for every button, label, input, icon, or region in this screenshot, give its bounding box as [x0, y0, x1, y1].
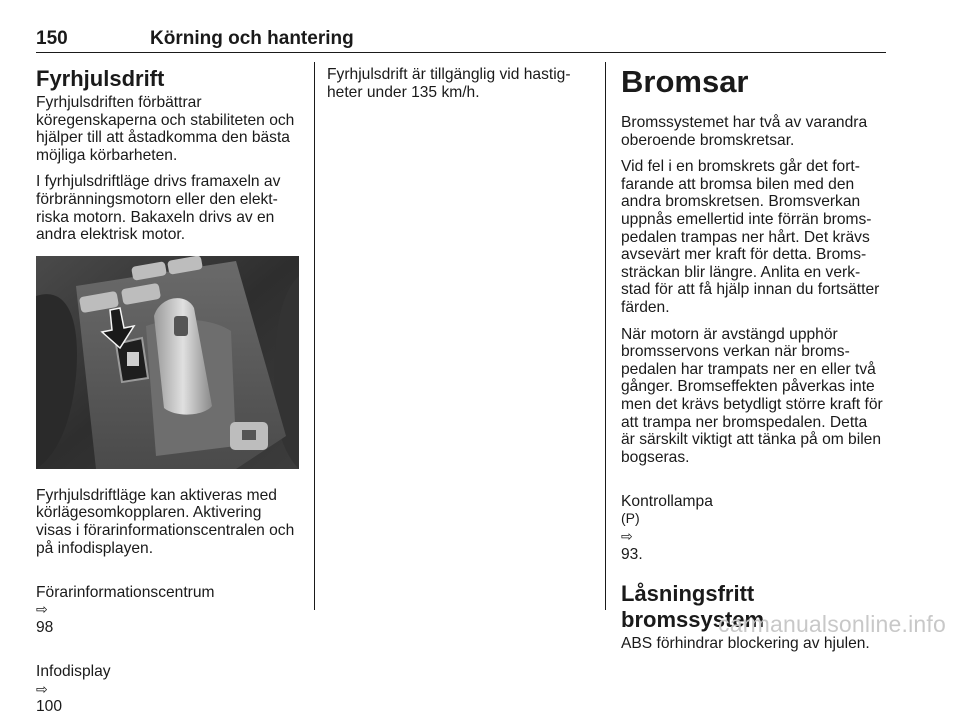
page-number: 150: [36, 28, 68, 49]
reference-line: [621, 475, 891, 563]
arrow-icon: ⇨: [36, 601, 48, 618]
page-header: [36, 26, 886, 53]
middle-column: [327, 66, 597, 110]
reference-text: Infodisplay: [36, 663, 111, 681]
paragraph: Fyrhjulsdrift är tillgänglig vid hastig- heter under 135 km/h.: [327, 66, 571, 101]
arrow-icon: ⇨: [36, 680, 48, 697]
right-column: [621, 64, 891, 662]
paragraph: Fyrhjulsdriften förbättrar köregenskaperna och stabiliteten och hjälper till att åstadkomma den bästa möjliga körbarheten.: [36, 94, 295, 164]
reference-text: Kontrollampa: [621, 492, 713, 510]
paragraph: Vid fel i en bromskrets går det fort- farande att bromsa bilen med den andra bromskretsen. Bromsverkan uppnås emellertid inte förrän broms- pedalen trampas ner hårt. Det krävs avsevärt mer kraft för detta. Broms- sträckan blir längre. Anlita en verk- stad för att få hjälp innan du fortsätter färden.: [621, 158, 880, 316]
section-heading-bromsar: Bromsar: [621, 64, 749, 99]
reference-text: Förarinformationscentrum: [36, 583, 215, 601]
subheading-abs: Låsningsfritt bromssystem: [621, 581, 765, 633]
drive-mode-switch-figure: [36, 256, 299, 469]
watermark: carmanualsonline.info: [718, 611, 946, 637]
paragraph: Bromssystemet har två av varandra oberoende bromskretsar.: [621, 114, 868, 149]
section-heading-fyrhjulsdrift: Fyrhjulsdrift: [36, 66, 165, 91]
column-divider: [314, 62, 315, 610]
reference-page[interactable]: 98: [36, 618, 54, 636]
brake-warning-icon: (P): [621, 510, 640, 527]
paragraph: Fyrhjulsdriftläge kan aktiveras med körlägesomkopplaren. Aktivering visas i förarinformationscentralen och på infodisplayen.: [36, 486, 295, 557]
reference-page[interactable]: 100: [36, 698, 63, 716]
paragraph: I fyrhjulsdriftläge drivs framaxeln av förbränningsmotorn eller den elekt- riska motorn. Bakaxeln drivs av en andra elektrisk motor.: [36, 173, 281, 244]
chapter-title: Körning och hantering: [150, 28, 354, 49]
reference-line: [36, 566, 306, 636]
left-column: [36, 66, 306, 725]
column-divider: [605, 62, 606, 610]
arrow-icon: ⇨: [621, 528, 633, 545]
paragraph: När motorn är avstängd upphör bromsservons verkan när broms- pedalen har trampats ner en eller två gånger. Bromseffekten påverkas inte men det krävs betydligt större kraft för att trampa ner bromspedalen. Detta är särskilt viktigt att tänka på om bilen bogseras.: [621, 325, 883, 466]
paragraph: ABS förhindrar blockering av hjulen.: [621, 635, 870, 653]
reference-line: [36, 646, 306, 716]
reference-page[interactable]: 93.: [621, 545, 643, 563]
